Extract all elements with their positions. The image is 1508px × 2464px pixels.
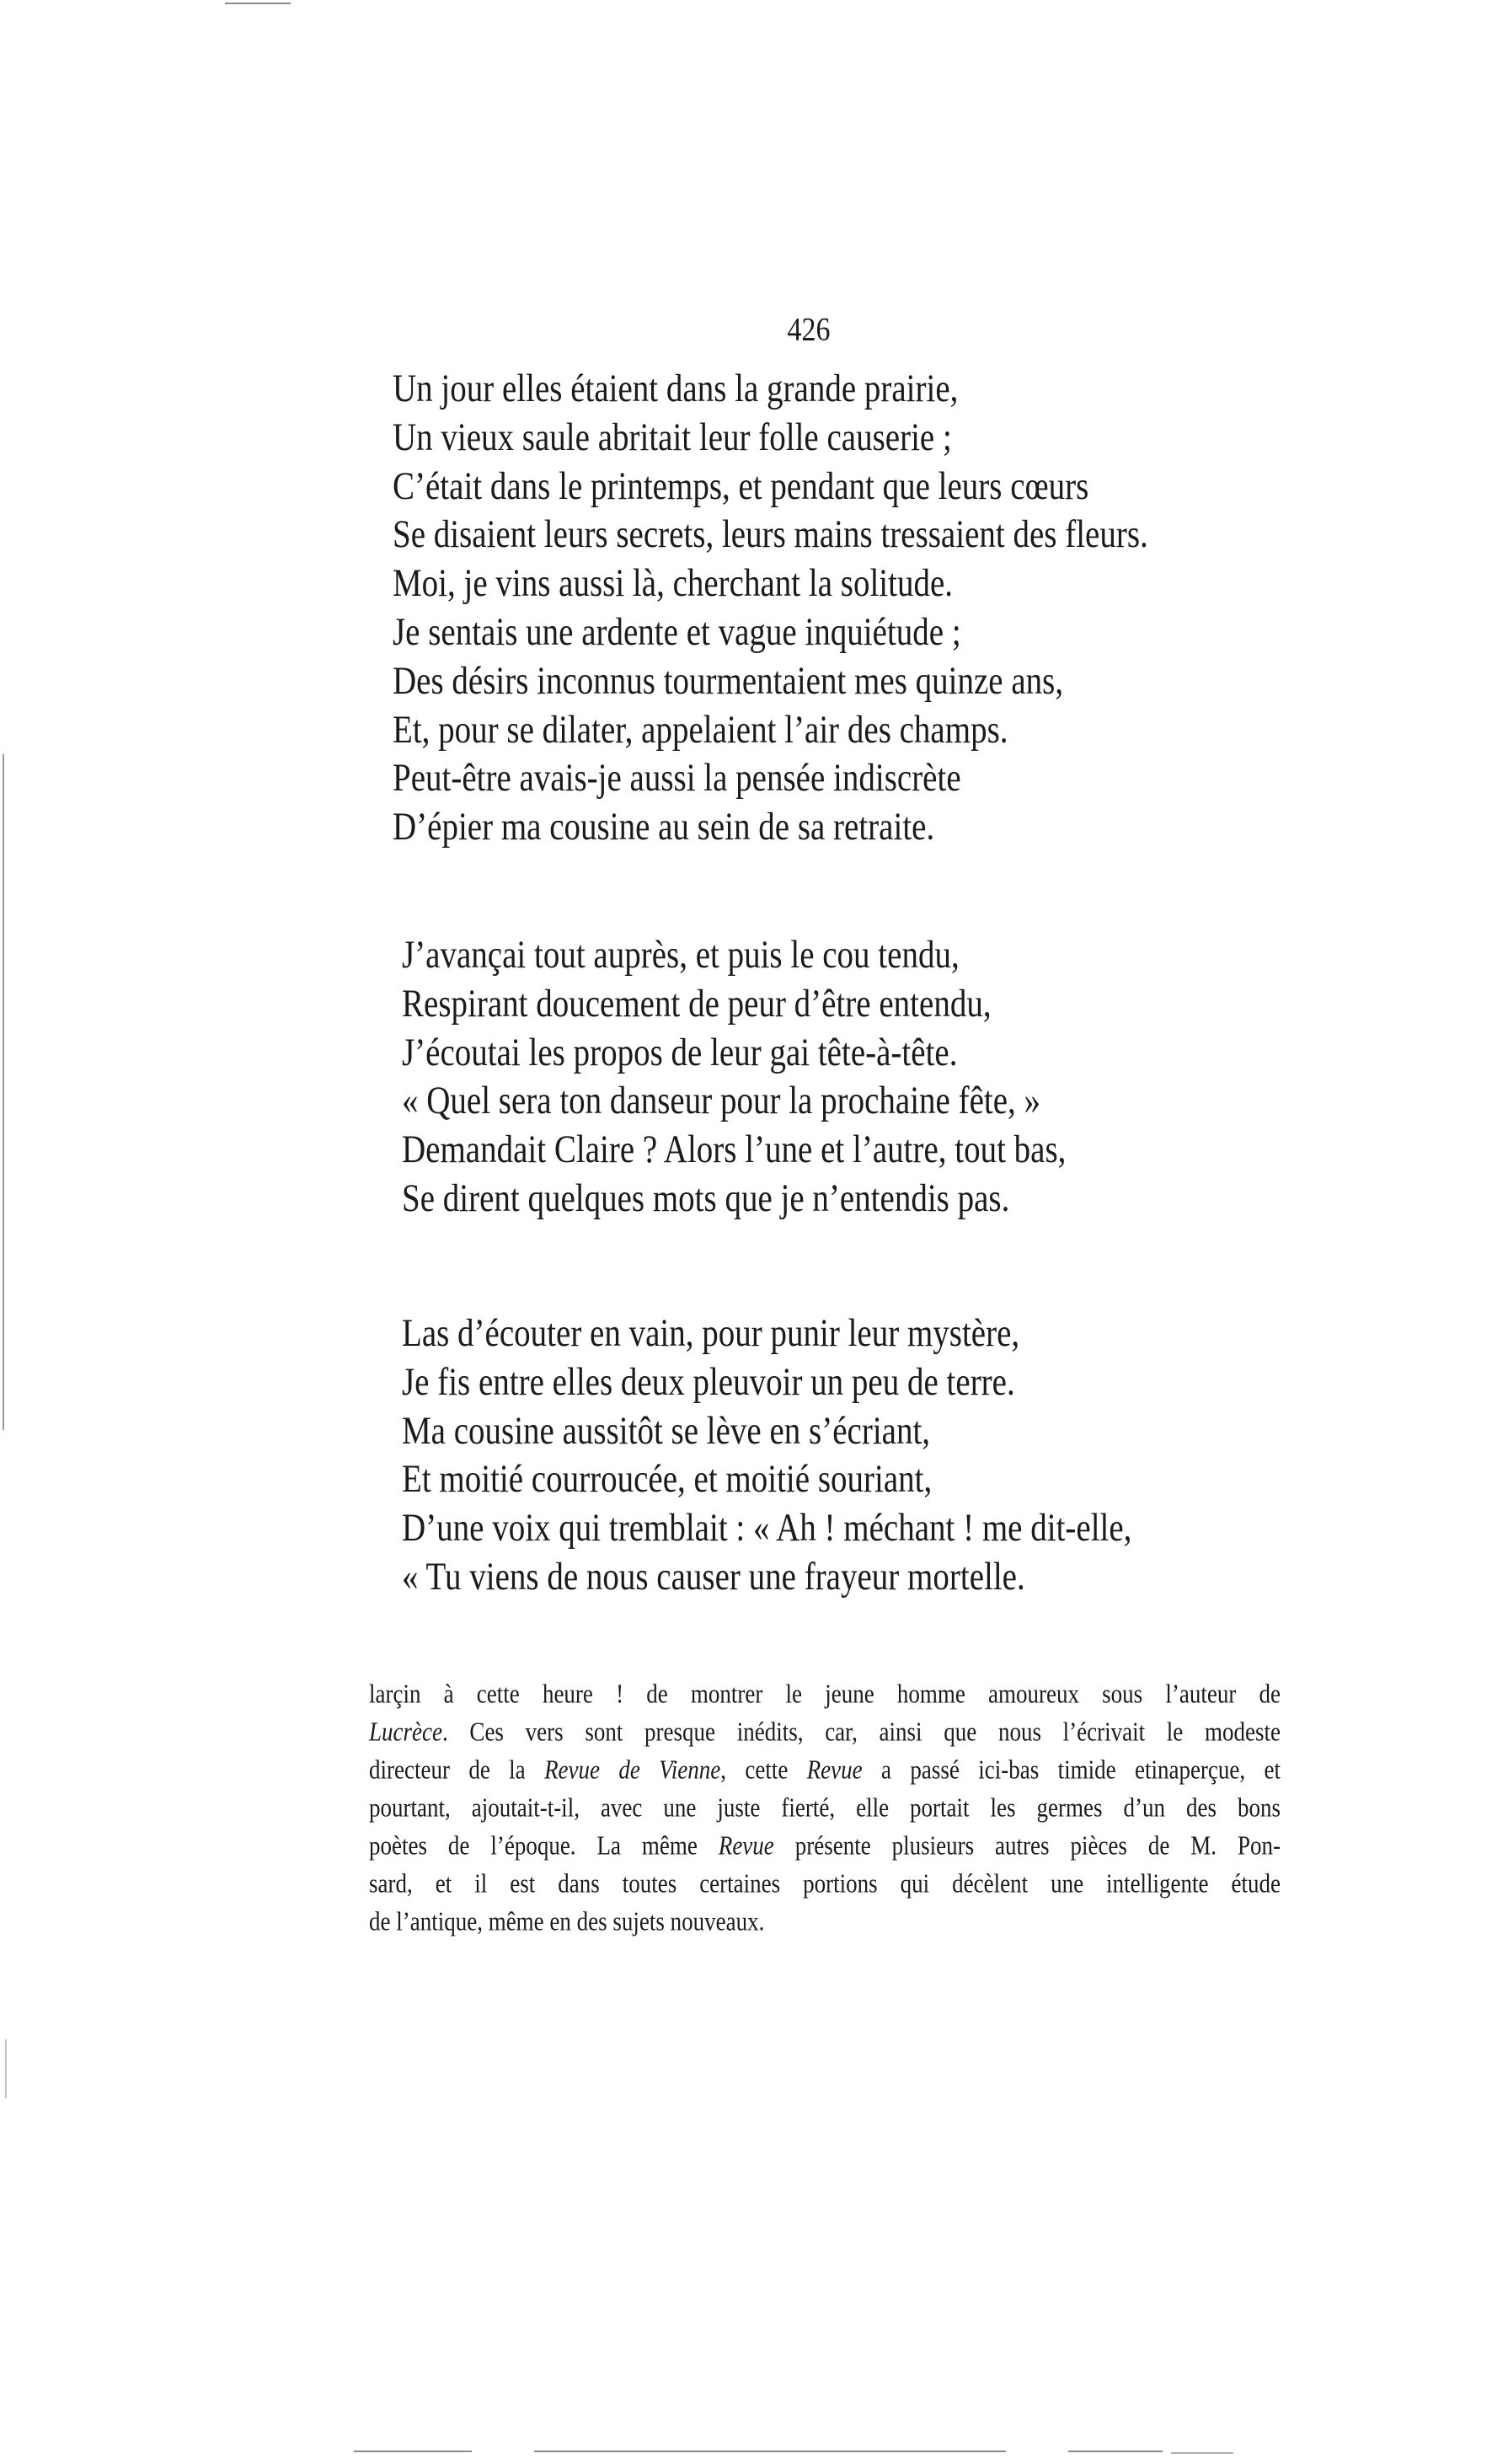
verse-line: Ma cousine aussitôt se lève en s’écriant, (402, 1409, 931, 1453)
page-number: 426 (787, 312, 831, 348)
scan-artifact-left-edge (3, 754, 4, 1430)
footnote-title-italic: Revue (718, 1830, 774, 1861)
footnote-line (369, 1899, 1281, 1944)
footnote-text: pourtant, ajoutait-t-il, avec une juste fierté, elle portait les germes d’un des bons (369, 1792, 1281, 1823)
footnote-text: , cette (720, 1754, 807, 1785)
verse-line: Demandait Claire ? Alors l’une et l’autre, tout bas, (402, 1128, 1067, 1171)
verse-line: J’avançai tout auprès, et puis le cou tendu, (402, 934, 960, 977)
footnote-text: larçin à cette heure ! de montrer le jeune homme amoureux sous l’auteur de (369, 1679, 1281, 1709)
footnote-text: directeur de la (369, 1754, 545, 1785)
verse-line: Un jour elles étaient dans la grande prairie, (393, 367, 959, 410)
verse-line: Se disaient leurs secrets, leurs mains tressaient des fleurs. (393, 513, 1148, 557)
verse-line: Et moitié courroucée, et moitié souriant, (402, 1458, 933, 1502)
footnote-text: de l’antique, même en des sujets nouveaux. (369, 1906, 765, 1936)
scan-artifact-bottom-line (354, 2451, 472, 2452)
verse-line: Un vieux saule abritait leur folle causerie ; (393, 415, 952, 459)
footnote-text: poètes de l’époque. La même (369, 1830, 719, 1861)
verse-line: Et, pour se dilater, appelaient l’air des champs. (393, 708, 1008, 752)
footnote-title-italic: Revue (806, 1754, 863, 1785)
scan-artifact-top-line (225, 3, 291, 4)
footnote-text: sard, et il est dans toutes certaines portions qui décèlent une intelligente étude (369, 1868, 1281, 1899)
stanza-1 (393, 365, 1148, 852)
footnote (369, 1675, 1281, 1941)
stanza-2 (402, 931, 1066, 1224)
verse-line: C’était dans le printemps, et pendant que leurs cœurs (393, 464, 1089, 508)
scan-artifact-left-marks (5, 2039, 7, 2098)
verse-line: Je sentais une ardente et vague inquiétude ; (393, 611, 961, 654)
footnote-text: . Ces vers sont presque inédits, car, ainsi que nous l’écrivait le modeste (441, 1717, 1281, 1747)
verse-line: Peut-être avais-je aussi la pensée indiscrète (393, 757, 961, 801)
scan-artifact-bottom-line (1171, 2452, 1233, 2454)
verse-line: « Tu viens de nous causer une frayeur mortelle. (402, 1556, 1025, 1599)
footnote-title-italic: Lucrèce (369, 1717, 442, 1747)
scan-artifact-bottom-line (534, 2451, 1006, 2452)
verse-line: Des désirs inconnus tourmentaient mes quinze ans, (393, 659, 1064, 703)
verse-line: D’épier ma cousine au sein de sa retraite. (393, 806, 935, 849)
verse-line: « Quel sera ton danseur pour la prochaine fête, » (402, 1079, 1041, 1123)
verse-line: Se dirent quelques mots que je n’entendis pas. (402, 1177, 1010, 1220)
verse-line: D’une voix qui tremblait : « Ah ! méchant ! me dit-elle, (402, 1507, 1132, 1550)
verse-line: Las d’écouter en vain, pour punir leur mystère, (402, 1312, 1020, 1355)
scan-artifact-bottom-line (1068, 2451, 1163, 2452)
verse-line: Respirant doucement de peur d’être entendu, (402, 982, 992, 1026)
verse-line: J’écoutai les propos de leur gai tête-à-tête. (402, 1031, 958, 1074)
footnote-text: a passé ici-bas timide etinaperçue, et (862, 1754, 1281, 1785)
footnote-title-italic: Revue de Vienne (544, 1754, 721, 1785)
stanza-3 (402, 1310, 1131, 1602)
verse-line: Je fis entre elles deux pleuvoir un peu de terre. (402, 1360, 1015, 1404)
footnote-text: présente plusieurs autres pièces de M. Pon- (773, 1830, 1281, 1861)
verse-line: Moi, je vins aussi là, cherchant la solitude. (393, 562, 954, 605)
